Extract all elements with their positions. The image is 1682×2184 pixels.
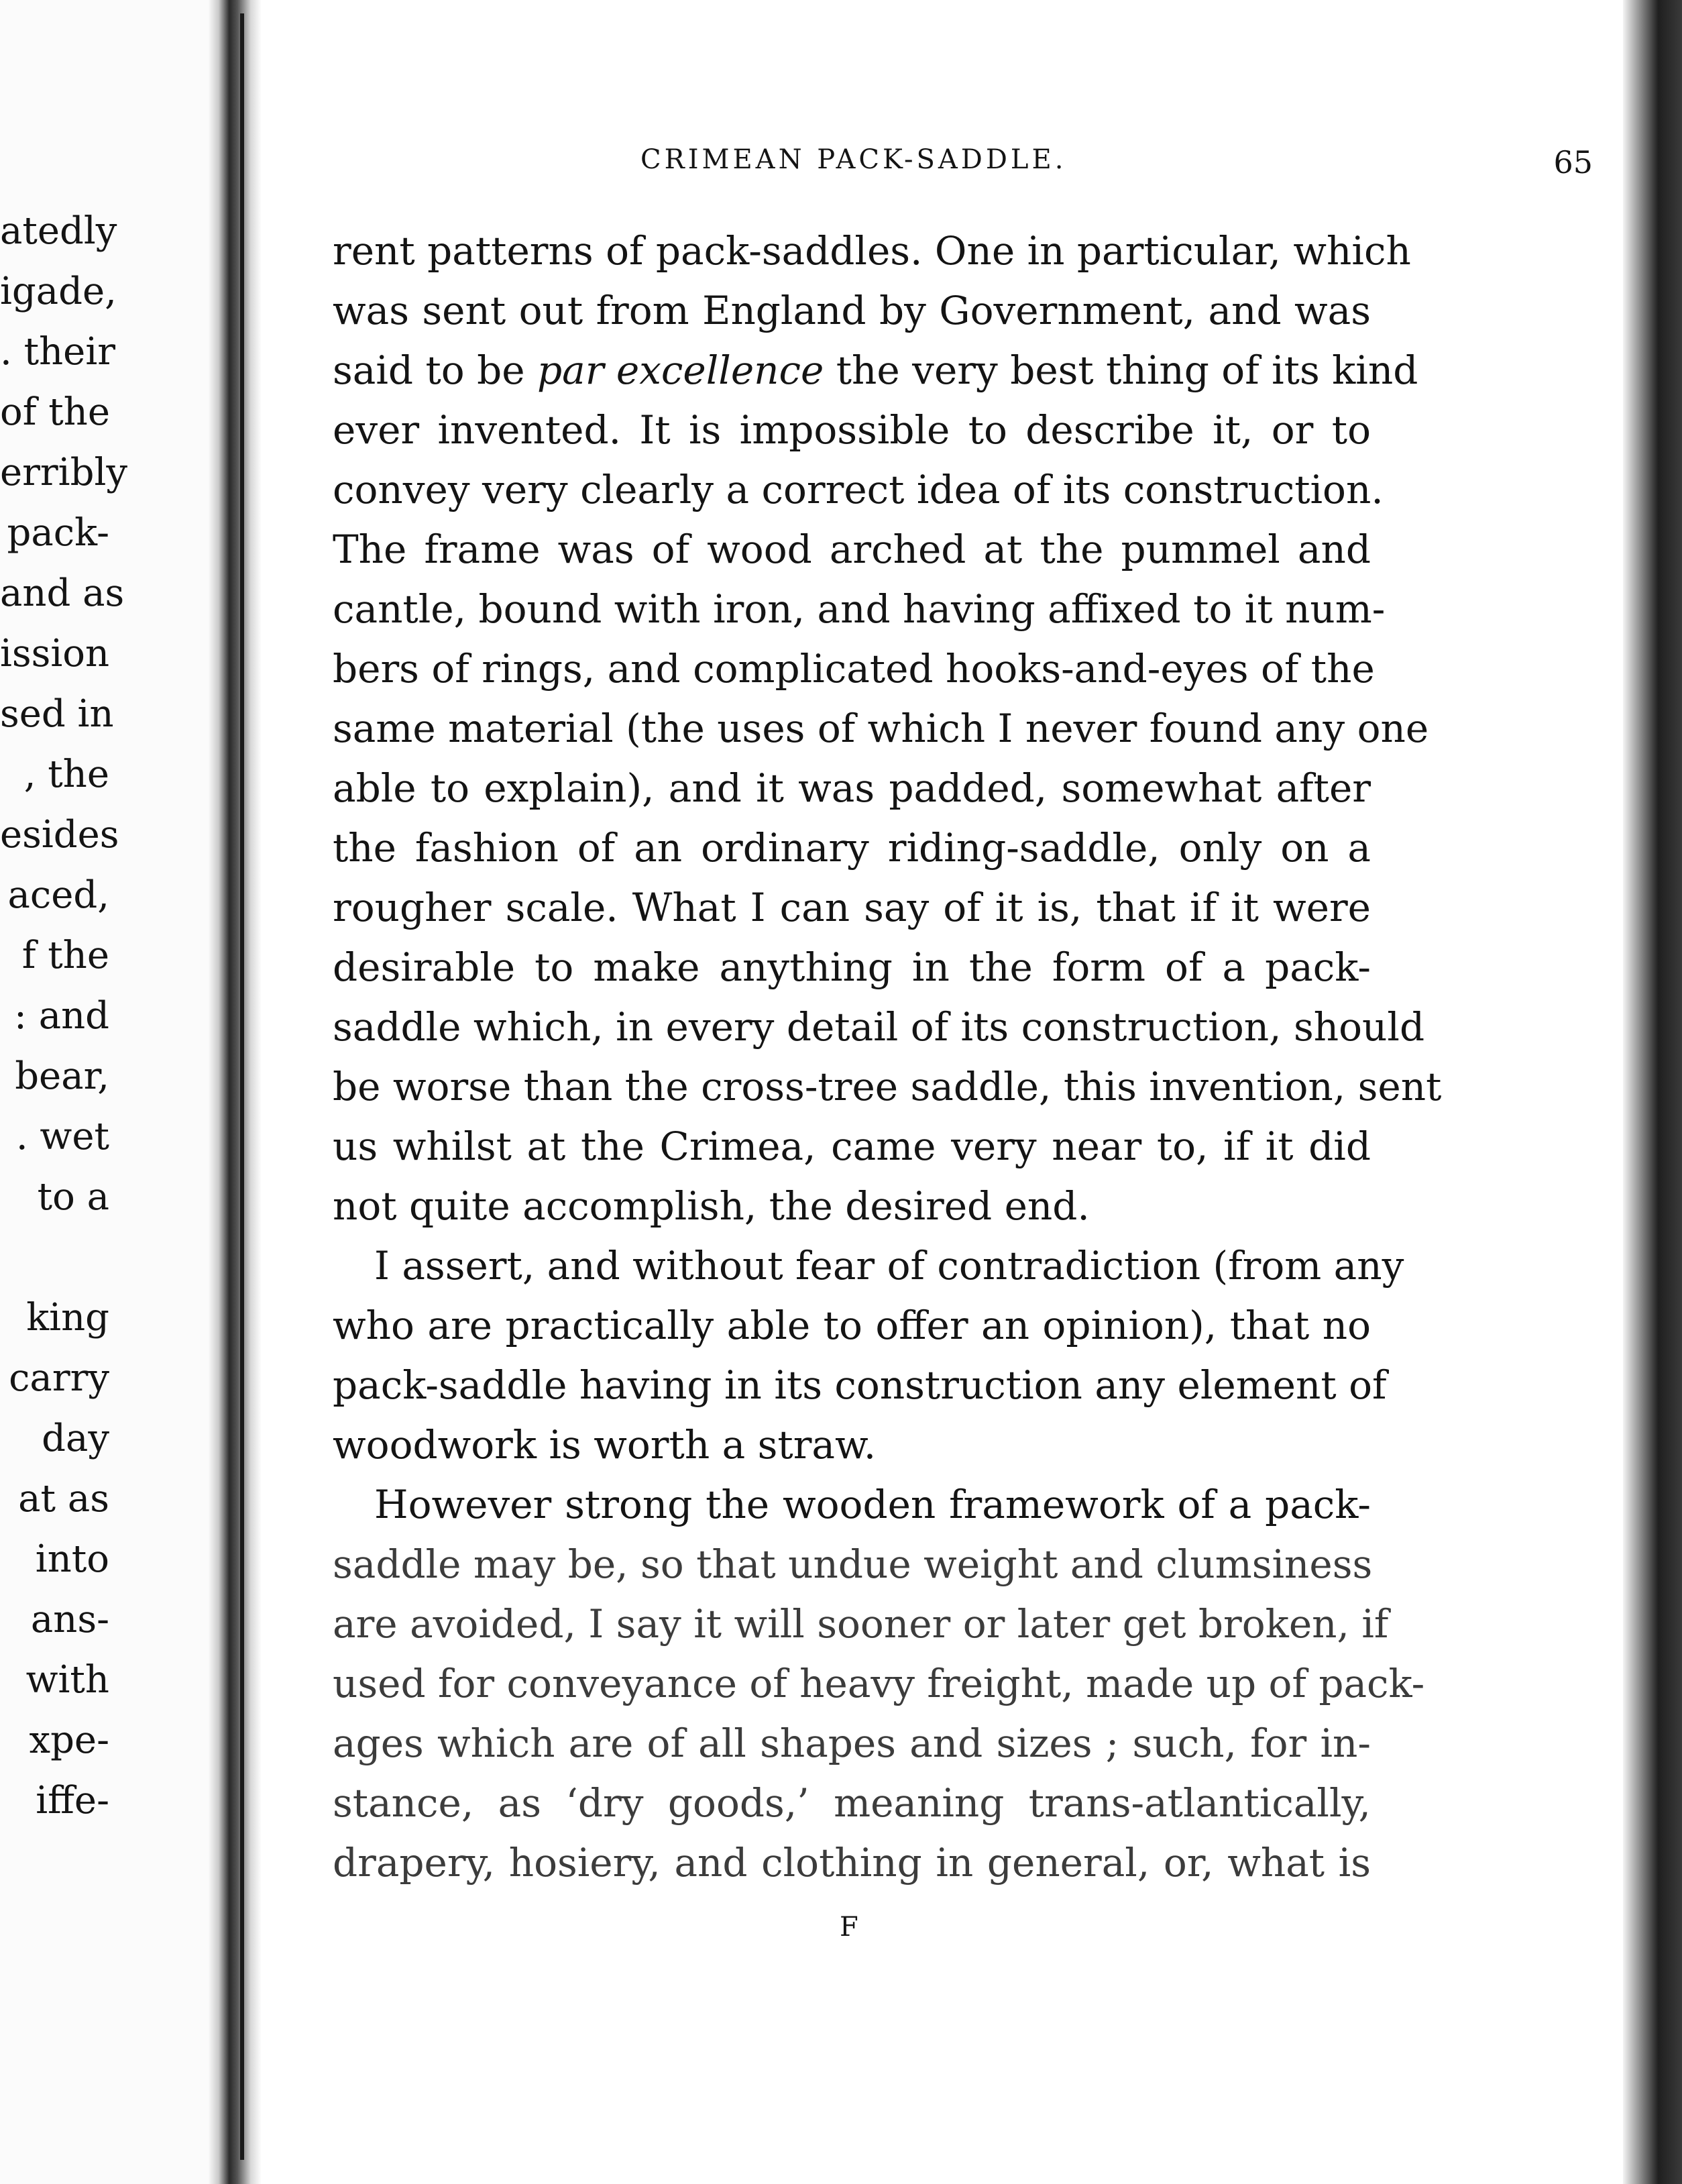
text-line: saddle which, in every detail of its construction, should bbox=[333, 1004, 1425, 1050]
previous-page-line: , the bbox=[23, 753, 109, 796]
previous-page-line: : and bbox=[14, 994, 109, 1038]
text-line: the fashion of an ordinary riding-saddle, only on a bbox=[333, 825, 1371, 871]
text-line: desirable to make anything in the form of a pack- bbox=[333, 944, 1371, 990]
text-line: bers of rings, and complicated hooks-and-eyes of the bbox=[333, 646, 1375, 692]
previous-page-line: ans- bbox=[30, 1598, 109, 1641]
text-line: The frame was of wood arched at the pummel and bbox=[333, 527, 1371, 572]
text-line: stance, as ‘dry goods,’ meaning trans-atlantically, bbox=[333, 1780, 1371, 1826]
text-line: I assert, and without fear of contradiction (from any bbox=[374, 1243, 1404, 1289]
text-line: us whilst at the Crimea, came very near to, if it did bbox=[333, 1124, 1371, 1169]
signature-mark: F bbox=[840, 1912, 858, 1943]
previous-page-line: king bbox=[26, 1296, 109, 1340]
previous-page-line: at as bbox=[18, 1477, 109, 1521]
previous-page-line: erribly bbox=[0, 451, 127, 494]
text-line: who are practically able to offer an opinion), that no bbox=[333, 1303, 1371, 1348]
previous-page-line: into bbox=[35, 1537, 109, 1581]
previous-page-line: aced, bbox=[7, 873, 109, 917]
previous-page-line: day bbox=[42, 1417, 109, 1460]
text-line: was sent out from England by Government, and was bbox=[333, 288, 1371, 333]
previous-page-line: to a bbox=[37, 1175, 109, 1219]
text-line: rent patterns of pack-saddles. One in particular, which bbox=[333, 228, 1411, 274]
text-line: said to be par excellence the very best thing of its kind bbox=[333, 347, 1418, 393]
previous-page-line: of the bbox=[0, 390, 110, 434]
text-line: pack-saddle having in its construction any element of bbox=[333, 1362, 1387, 1408]
previous-page-line: esides bbox=[0, 813, 119, 857]
previous-page-line bbox=[0, 1227, 109, 1288]
previous-page-line: . their bbox=[0, 330, 115, 374]
running-head: CRIMEAN PACK-SADDLE. bbox=[640, 144, 1067, 175]
text-line: able to explain), and it was padded, somewhat after bbox=[333, 765, 1371, 811]
previous-page-line: and as bbox=[0, 571, 125, 615]
previous-page-fragment bbox=[0, 0, 211, 2184]
book-board-edge bbox=[1623, 0, 1682, 2184]
book-gutter bbox=[208, 0, 262, 2184]
text-line: ever invented. It is impossible to describe it, or to bbox=[333, 407, 1371, 453]
book-page bbox=[268, 0, 1616, 2184]
previous-page-line: xpe- bbox=[29, 1718, 109, 1762]
previous-page-line: carry bbox=[9, 1356, 109, 1400]
previous-page-line: iffe- bbox=[36, 1779, 109, 1822]
text-line: same material (the uses of which I never found any one bbox=[333, 706, 1429, 751]
text-line: be worse than the cross-tree saddle, this invention, sent bbox=[333, 1064, 1442, 1109]
previous-page-line: . wet bbox=[15, 1115, 109, 1158]
previous-page-line-endings bbox=[0, 201, 127, 1831]
text-line: convey very clearly a correct idea of its construction. bbox=[333, 467, 1384, 512]
text-line: rougher scale. What I can say of it is, that if it were bbox=[333, 885, 1371, 930]
previous-page-line: sed in bbox=[0, 692, 114, 736]
page-body-text bbox=[333, 221, 1442, 1893]
text-line: used for conveyance of heavy freight, made up of pack- bbox=[333, 1661, 1425, 1706]
text-line: drapery, hosiery, and clothing in general, or, what is bbox=[333, 1840, 1371, 1886]
text-line: ages which are of all shapes and sizes ; such, for in- bbox=[333, 1721, 1371, 1766]
text-line: saddle may be, so that undue weight and clumsiness bbox=[333, 1541, 1373, 1587]
previous-page-line: f the bbox=[21, 934, 109, 977]
previous-page-line: pack- bbox=[7, 511, 109, 555]
text-line: woodwork is worth a straw. bbox=[333, 1422, 877, 1468]
page-number: 65 bbox=[1553, 144, 1593, 180]
text-line: not quite accomplish, the desired end. bbox=[333, 1183, 1090, 1229]
previous-page-line: ission bbox=[0, 632, 110, 675]
text-line: However strong the wooden framework of a pack- bbox=[374, 1482, 1371, 1527]
previous-page-line: igade, bbox=[0, 270, 117, 313]
text-line: cantle, bound with iron, and having affixed to it num- bbox=[333, 586, 1386, 632]
previous-page-line: bear, bbox=[15, 1054, 109, 1098]
spine-shadow bbox=[240, 13, 244, 2160]
italic-phrase: par excellence bbox=[537, 347, 824, 393]
previous-page-line: with bbox=[25, 1658, 109, 1702]
previous-page-line: atedly bbox=[0, 209, 117, 253]
text-line: are avoided, I say it will sooner or later get broken, if bbox=[333, 1601, 1389, 1647]
